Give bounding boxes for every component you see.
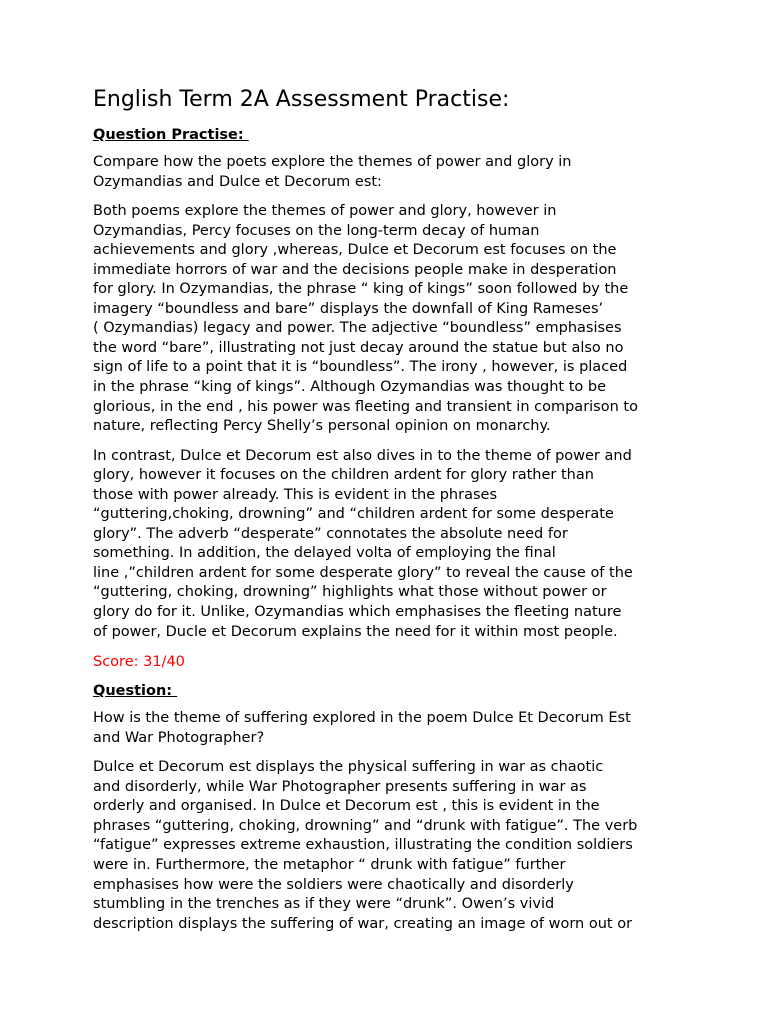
section-heading-question-practise: Question Practise: xyxy=(93,127,249,143)
score-label: Score: 31/40 xyxy=(93,654,185,671)
document-title: English Term 2A Assessment Practise: xyxy=(93,87,510,112)
answer-paragraph-1: Both poems explore the themes of power and glory, however in Ozymandias, Percy focuses on the long-term decay of human achievements and glory ,whereas, Dulce et Decorum est focuses on the immediate horrors of war and the decisions people make in desperation for glory. In Ozymandias, the phrase “ king of kings” soon followed by the imagery “boundless and bare” displays the downfall of King Rameses’ ( Ozymandias) legacy and power. The adjective “boundless” emphasises the word “bare”, illustrating not just decay around the statue but also no sign of life to a point that it is “boundless”. The irony , however, is placed in the phrase “king of kings”. Although Ozymandias was thought to be glorious, in the end , his power was fleeting and transient in comparison to nature, reflecting Percy Shelly’s personal opinion on monarchy. xyxy=(93,203,638,435)
answer-paragraph-2: In contrast, Dulce et Decorum est also dives in to the theme of power and glory, however it focuses on the children ardent for glory rather than those with power already. This is evident in the phrases “guttering,choking, drowning” and “children ardent for some desperate glory”. The adverb “desperate” connotates the absolute need for something. In addition, the delayed volta of employing the final line ,”children ardent for some desperate glory” to reveal the cause of the “guttering, choking, drowning” highlights what those without power or glory do for it. Unlike, Ozymandias which emphasises the fleeting nature of power, Ducle et Decorum explains the need for it within most people. xyxy=(93,447,633,640)
section-heading-question: Question: xyxy=(93,683,178,700)
document-page xyxy=(93,86,683,944)
question-prompt-suffering: How is the theme of suffering explored in the poem Dulce Et Decorum Est and War Photographer? xyxy=(93,710,631,746)
question-prompt-power-glory: Compare how the poets explore the themes of power and glory in Ozymandias and Dulce et Decorum est: xyxy=(93,154,572,190)
answer-paragraph-suffering: Dulce et Decorum est displays the physical suffering in war as chaotic and disorderly, while War Photographer presents suffering in war as orderly and organised. In Dulce et Decorum est , this is evident in the phrases “guttering, choking, drowning” and “drunk with fatigue”. The verb “fatigue” expresses extreme exhaustion, illustrating the condition soldiers were in. Furthermore, the metaphor “ drunk with fatigue” further emphasises how were the soldiers were chaotically and disorderly stumbling in the trenches as if they were “drunk”. Owen’s vivid description displays the suffering of war, creating an image of worn out or xyxy=(93,759,638,932)
